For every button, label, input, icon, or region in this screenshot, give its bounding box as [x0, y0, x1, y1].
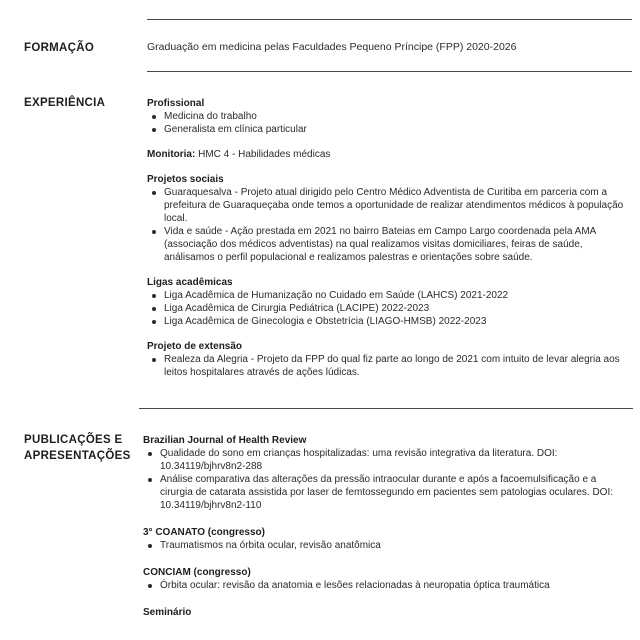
list-item: Análise comparativa das alterações da pressão intraocular durante e após a facoemulsificação e a cirurgia de catarata assistida por laser de femtossegundo em pacientes sem patologias oculares. DOI: 10.34119/bjhrv8n2-110 [143, 473, 627, 512]
ligas-block [147, 276, 627, 328]
bjhr-heading: Brazilian Journal of Health Review [143, 435, 307, 446]
monitoria-heading: Monitoria: [147, 149, 196, 160]
list-item: Traumatismos na órbita ocular, revisão anatômica [143, 539, 627, 552]
list-item: Liga Acadêmica de Ginecologia e Obstetrícia (LIAGO-HMSB) 2022-2023 [147, 315, 627, 328]
list-item: Guaraquesalva - Projeto atual dirigido pelo Centro Médico Adventista de Curitiba em parceria com a prefeitura de Guaraqueçaba onde temos a oportunidade de realizar atendimentos médicos à população local. [147, 186, 627, 225]
formacao-text: Graduação em medicina pelas Faculdades Pequeno Príncipe (FPP) 2020-2026 [147, 41, 517, 53]
monitoria-text: HMC 4 - Habilidades médicas [195, 149, 331, 160]
ligas-heading: Ligas acadêmicas [147, 277, 233, 288]
list-item: Vida e saúde - Ação prestada em 2021 no bairro Bateias em Campo Largo coordenada pela AMA (associação dos médicos adventistas) na qual realizamos visitas domiciliares, feiras de saúde, análisamos o perfil populacional e realizamos palestras e orientações sobre saúde. [147, 225, 627, 264]
publicacoes-content [143, 434, 627, 631]
divider-experiencia [139, 408, 633, 409]
ligas-list [147, 289, 627, 328]
projetos-list [147, 186, 627, 264]
list-item: Órbita ocular: revisão da anatomia e lesões relacionadas à neuropatia óptica traumática [143, 579, 627, 592]
extensao-list [147, 353, 627, 379]
bjhr-block [143, 434, 627, 512]
bjhr-list [143, 447, 627, 512]
conciam-block [143, 566, 627, 592]
divider-top [147, 19, 632, 20]
section-label-publicacoes [24, 432, 131, 464]
profissional-heading: Profissional [147, 98, 205, 109]
section-label-formacao: FORMAÇÃO [24, 42, 95, 54]
coanato-block [143, 526, 627, 552]
section-label-experiencia: EXPERIÊNCIA [24, 97, 106, 109]
coanato-list [143, 539, 627, 552]
list-item: Generalista em clínica particular [147, 123, 627, 136]
list-item: Medicina do trabalho [147, 110, 627, 123]
list-item: Realeza da Alegria - Projeto da FPP do qual fiz parte ao longo de 2021 com intuito de levar alegria aos leitos hospitalares através de ações lúdicas. [147, 353, 627, 379]
publicacoes-label-line2: APRESENTAÇÕES [24, 450, 131, 462]
extensao-heading: Projeto de extensão [147, 341, 243, 352]
coanato-heading: 3° COANATO (congresso) [143, 527, 265, 538]
seminario-heading: Seminário [143, 607, 192, 618]
list-item: Liga Acadêmica de Humanização no Cuidado em Saúde (LAHCS) 2021-2022 [147, 289, 627, 302]
conciam-heading: CONCIAM (congresso) [143, 567, 251, 578]
divider-formacao [147, 71, 632, 72]
list-item: Liga Acadêmica de Cirurgia Pediátrica (LACIPE) 2022-2023 [147, 302, 627, 315]
experiencia-content [147, 97, 627, 391]
extensao-block [147, 340, 627, 379]
list-item: Qualidade do sono em crianças hospitalizadas: uma revisão integrativa da literatura. DOI: 10.34119/bjhrv8n2-288 [143, 447, 627, 473]
publicacoes-label-line1: PUBLICAÇÕES E [24, 434, 123, 446]
profissional-block [147, 97, 627, 136]
monitoria-block [147, 148, 627, 161]
conciam-list [143, 579, 627, 592]
projetos-heading: Projetos sociais [147, 174, 224, 185]
projetos-block [147, 173, 627, 264]
seminario-block [143, 606, 627, 619]
profissional-list [147, 110, 627, 136]
